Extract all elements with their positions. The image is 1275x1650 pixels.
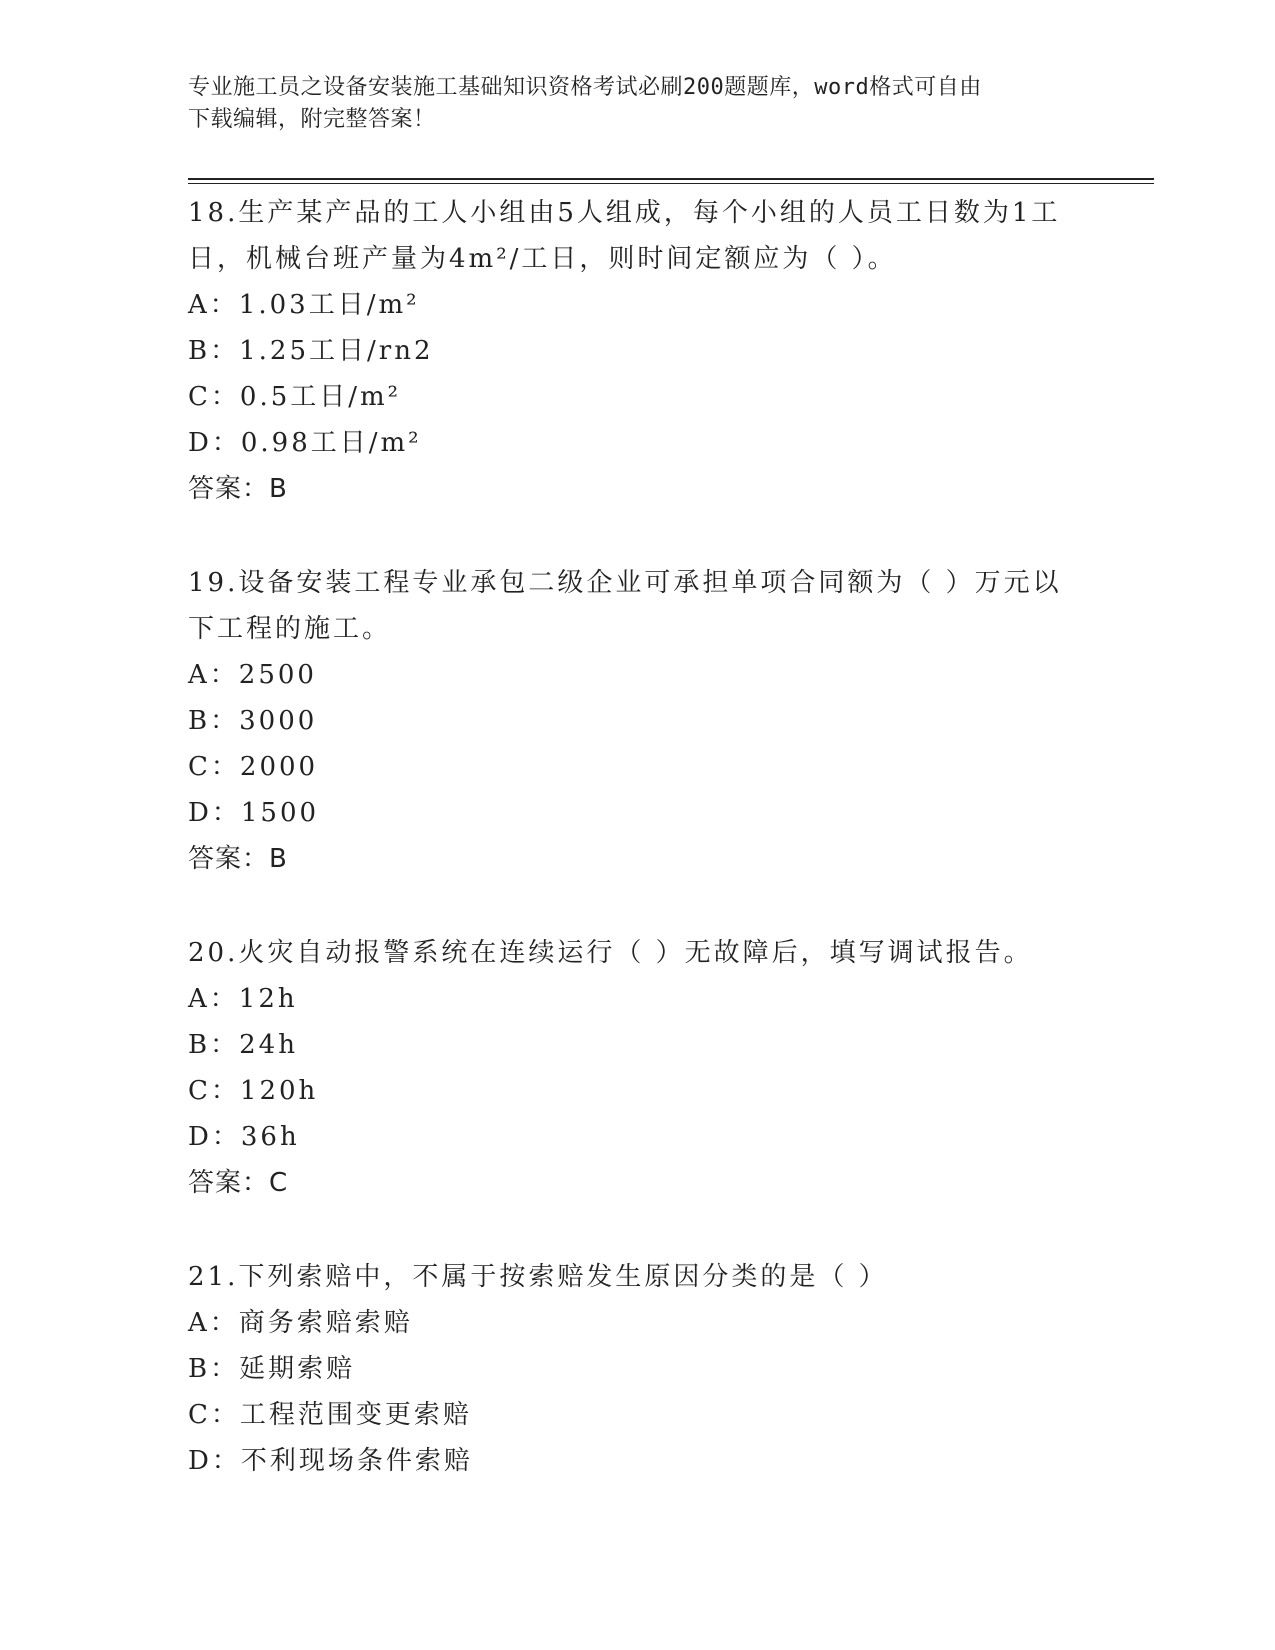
option-letter: B ： [188,706,239,736]
header-rule-thick [188,178,1154,180]
option-d [188,420,1088,466]
question-stem-line: 21.下列索赔中，不属于按索赔发生原因分类的是（ ） [188,1262,888,1292]
answer-line: 答案：C [188,1168,289,1198]
question-19 [188,560,1088,882]
option-text: 工程范围变更索赔 [239,1400,472,1430]
option-text: 1500 [240,798,320,828]
answer-line: 答案：B [188,474,288,504]
option-a [188,976,1088,1022]
header-line-1: 专业施工员之设备安装施工基础知识资格考试必刷200题题库，word格式可自由 [188,75,982,100]
option-text: 2000 [239,752,319,782]
option-b [188,1022,1088,1068]
option-text: 120h [239,1076,319,1106]
question-18 [188,190,1088,512]
option-letter: A ： [188,290,239,320]
option-d [188,790,1088,836]
option-text: 12h [238,984,298,1014]
question-stem-line: 18.生产某产品的工人小组由5人组成，每个小组的人员工日数为1工 [188,198,1061,228]
option-d [188,1114,1088,1160]
question-stem-line: 日，机械台班产量为4m²/工日，则时间定额应为（ ）。 [188,244,897,274]
option-b [188,328,1088,374]
option-letter: A ： [188,1308,239,1338]
option-text: 1.03工日/m² [238,290,420,320]
option-letter: D ： [188,1446,241,1476]
option-c [188,1068,1088,1114]
option-text: 商务索赔索赔 [238,1308,413,1338]
option-c [188,744,1088,790]
option-letter: A ： [188,660,239,690]
question-stem-line: 19.设备安装工程专业承包二级企业可承担单项合同额为（ ）万元以 [188,568,1062,598]
option-text: 1.25工日/rn2 [239,336,434,366]
option-letter: B ： [188,336,239,366]
header-rule-thin [188,183,1154,184]
option-letter: D ： [188,798,241,828]
option-c [188,374,1088,420]
page-header [188,72,1088,136]
question-stem-line: 下工程的施工。 [188,614,392,644]
option-a [188,652,1088,698]
option-a [188,282,1088,328]
option-letter: B ： [188,1354,239,1384]
option-b [188,698,1088,744]
option-text: 不利现场条件索赔 [240,1446,473,1476]
option-a [188,1300,1088,1346]
option-letter: C ： [188,382,240,412]
option-text: 0.98工日/m² [240,428,422,458]
header-line-2: 下载编辑，附完整答案！ [188,107,436,132]
option-c [188,1392,1088,1438]
option-text: 0.5工日/m² [239,382,402,412]
option-text: 3000 [239,706,318,736]
option-d [188,1438,1088,1484]
question-list [188,190,1088,1532]
question-21 [188,1254,1088,1484]
question-stem-line: 20.火灾自动报警系统在连续运行（ ）无故障后，填写调试报告。 [188,938,1033,968]
option-text: 36h [240,1122,300,1152]
option-text: 2500 [238,660,317,690]
option-letter: B ： [188,1030,239,1060]
option-letter: D ： [188,428,241,458]
question-20 [188,930,1088,1206]
option-letter: C ： [188,1400,240,1430]
answer-line: 答案：B [188,844,288,874]
option-letter: C ： [188,752,240,782]
option-letter: A ： [188,984,239,1014]
option-text: 24h [239,1030,298,1060]
option-letter: D ： [188,1122,241,1152]
option-letter: C ： [188,1076,240,1106]
option-b [188,1346,1088,1392]
option-text: 延期索赔 [239,1354,356,1384]
